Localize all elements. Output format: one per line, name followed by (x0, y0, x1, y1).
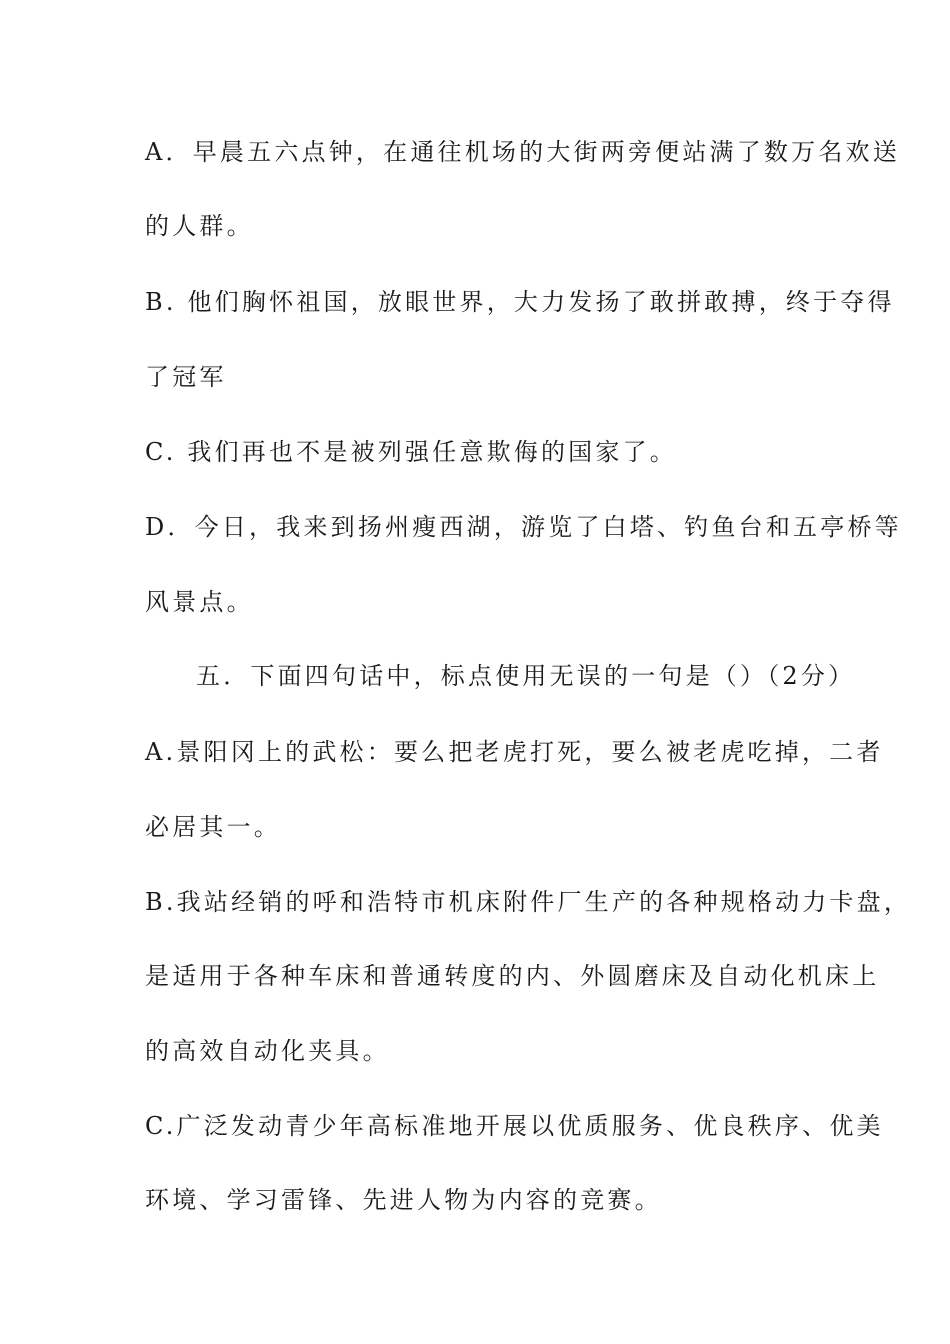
option-a-line-1: A．早晨五六点钟，在通往机场的大街两旁便站满了数万名欢送 (145, 138, 900, 166)
q5-option-b-line-3: 的高效自动化夹具。 (145, 1037, 390, 1065)
q5-option-c-line-1: C.广泛发动青少年高标准地开展以优质服务、优良秩序、优美 (145, 1112, 884, 1140)
option-c-line-1: C. 我们再也不是被列强任意欺侮的国家了。 (145, 438, 677, 466)
option-d-line-2: 风景点。 (145, 588, 254, 616)
q5-option-b-line-1: B.我站经销的呼和浩特市机床附件厂生产的各种规格动力卡盘， (145, 888, 912, 916)
q5-option-a-line-2: 必居其一。 (145, 813, 281, 841)
question-five-heading: 五．下面四句话中，标点使用无误的一句是（）（2分） (196, 662, 856, 690)
q5-option-a-line-1: A.景阳冈上的武松：要么把老虎打死，要么被老虎吃掉，二者 (145, 738, 884, 766)
q5-option-c-line-2: 环境、学习雷锋、先进人物为内容的竞赛。 (145, 1186, 662, 1214)
option-b-line-1: B. 他们胸怀祖国，放眼世界，大力发扬了敢拼敢搏，终于夺得 (145, 288, 895, 316)
option-a-line-2: 的人群。 (145, 212, 254, 240)
q5-option-b-line-2: 是适用于各种车床和普通转度的内、外圆磨床及自动化机床上 (145, 962, 880, 990)
option-d-line-1: D．今日，我来到扬州瘦西湖，游览了白塔、钓鱼台和五亭桥等 (145, 513, 902, 541)
option-b-line-2: 了冠军 (145, 363, 227, 391)
